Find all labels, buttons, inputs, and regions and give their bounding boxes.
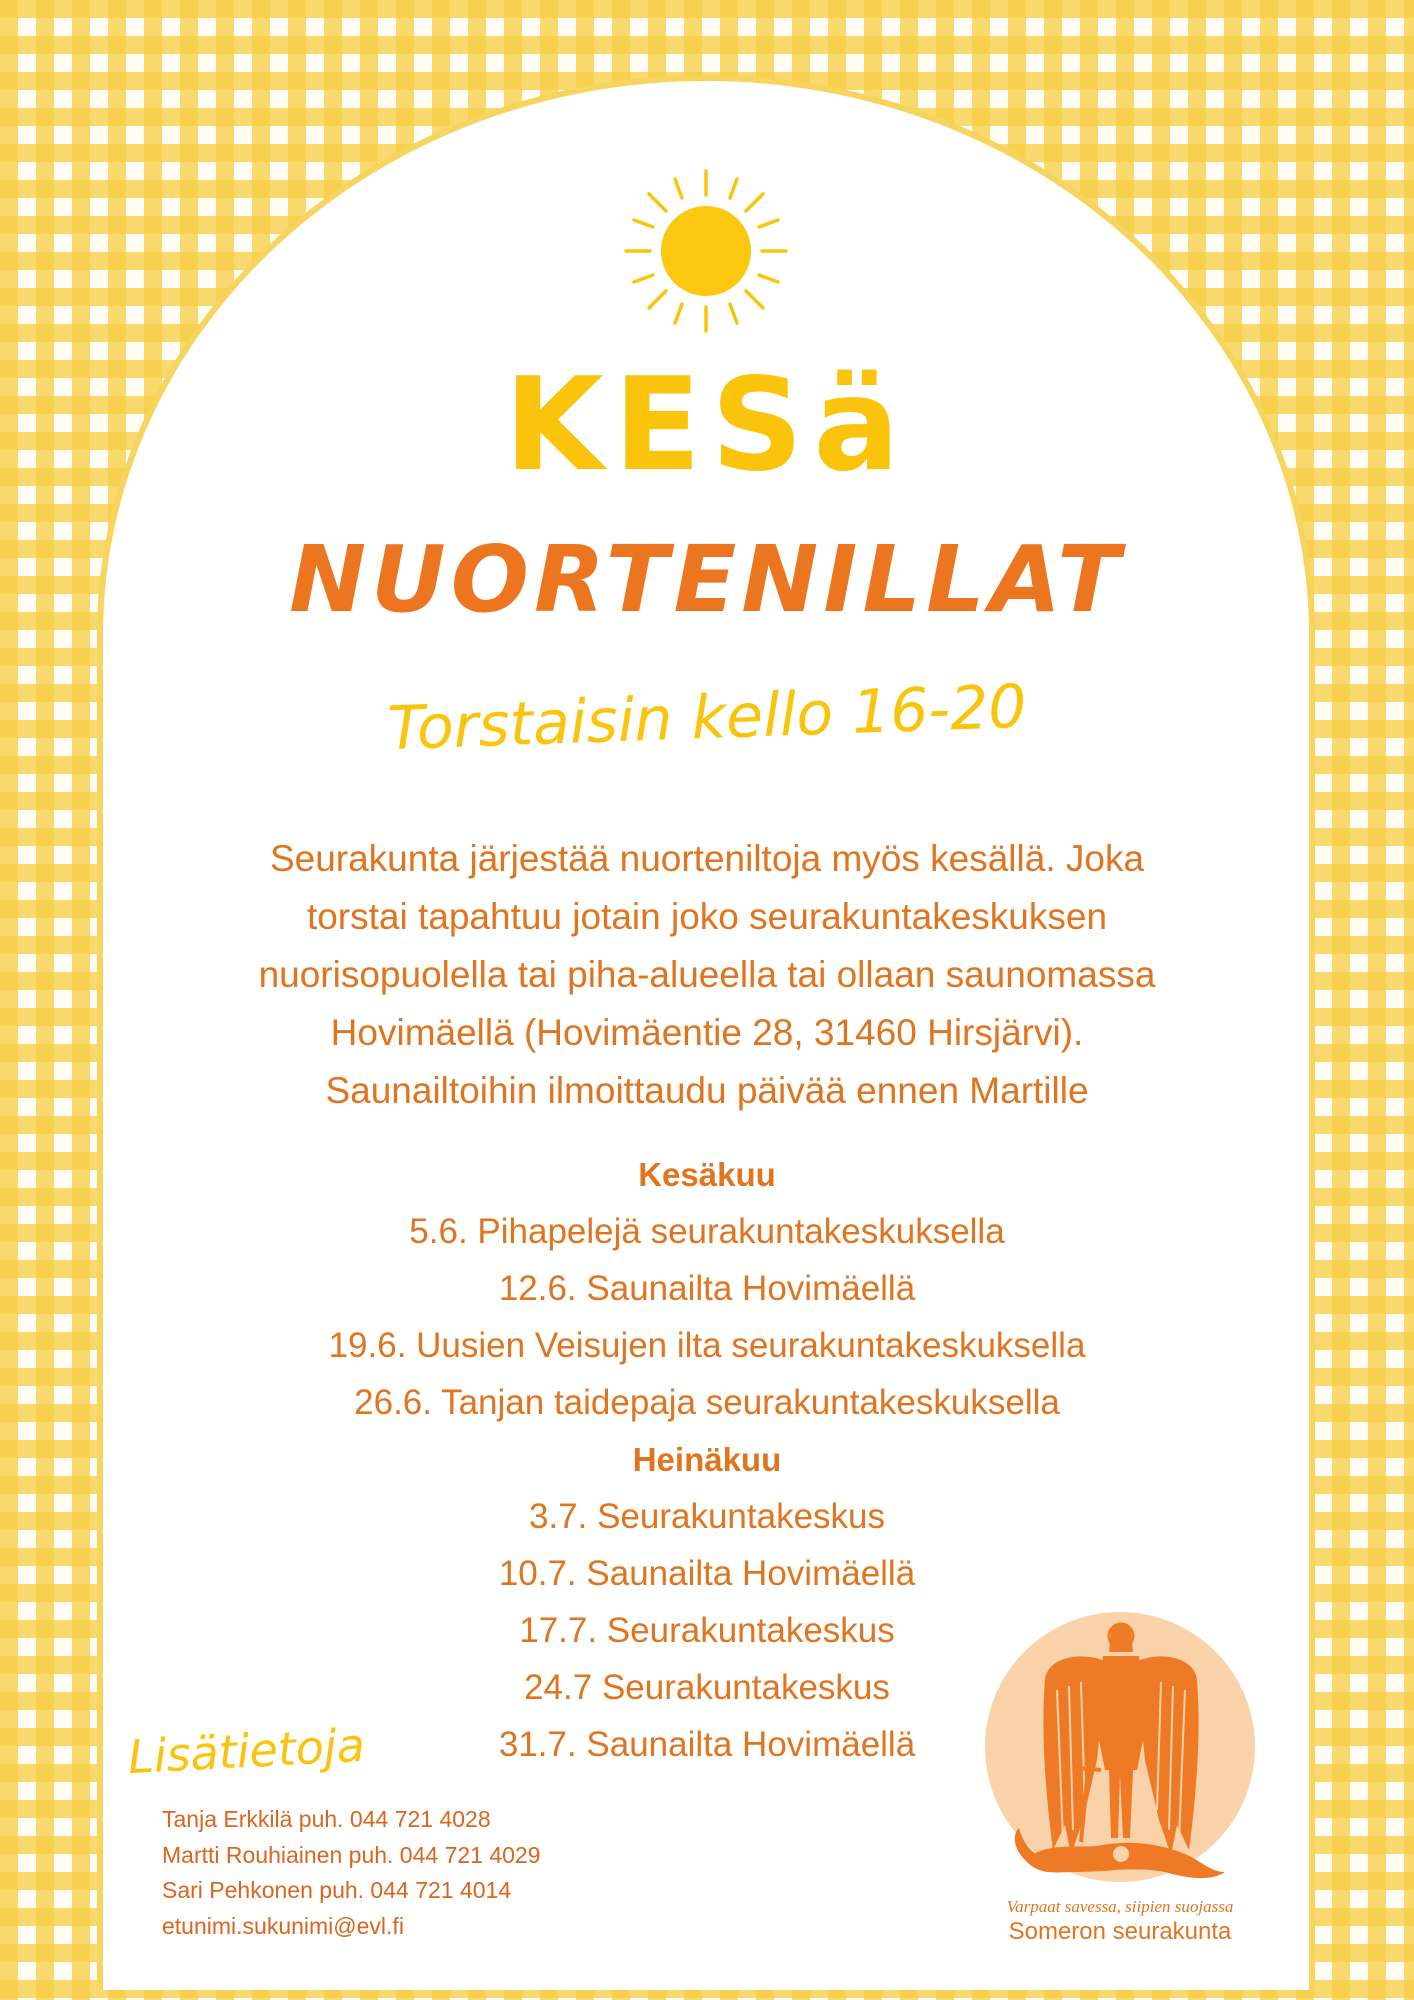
contact-item: Tanja Erkkilä puh. 044 721 4028	[162, 1806, 491, 1832]
intro-line: torstai tapahtuu jotain joko seurakuntakeskuksen	[306, 896, 1108, 937]
month-heading-june: Kesäkuu	[638, 1156, 776, 1193]
archangel-logo-icon	[985, 1610, 1255, 1900]
intro-line: Hovimäellä (Hovimäentie 28, 31460 Hirsjärvi).	[330, 1012, 1084, 1053]
event-item: 31.7. Saunailta Hovimäellä	[498, 1725, 916, 1764]
intro-line: Saunailtoihin ilmoittaudu päivää ennen Martille	[325, 1070, 1089, 1111]
contact-email: etunimi.sukunimi@evl.fi	[162, 1912, 404, 1939]
title-nuortenillat: NUORTENILLAT	[289, 526, 1125, 633]
contact-item: Martti Rouhiainen puh. 044 721 4029	[162, 1841, 541, 1868]
subtitle-schedule-time: Torstaisin kello 16-20	[386, 671, 1028, 765]
intro-line: Seurakunta järjestää nuorteniltoja myös kesällä. Joka	[269, 838, 1145, 879]
contact-list	[162, 1802, 541, 1944]
event-item: 17.7. Seurakuntakeskus	[519, 1611, 895, 1650]
event-item: 26.6. Tanjan taidepaja seurakuntakeskuksella	[354, 1383, 1060, 1422]
event-item: 12.6. Saunailta Hovimäellä	[498, 1269, 916, 1308]
event-item: 3.7. Seurakuntakeskus	[528, 1497, 886, 1536]
sun-icon	[620, 165, 792, 337]
contact-item: Sari Pehkonen puh. 044 721 4014	[162, 1877, 512, 1903]
event-item: 24.7 Seurakuntakeskus	[524, 1668, 890, 1707]
event-item: 10.7. Saunailta Hovimäellä	[498, 1554, 916, 1593]
event-item: 5.6. Pihapelejä seurakuntakeskuksella	[409, 1212, 1005, 1251]
parish-logo	[975, 1605, 1265, 1945]
more-info-heading: Lisätietoja	[126, 1717, 367, 1785]
parish-name: Someron seurakunta	[1008, 1918, 1232, 1945]
event-item: 19.6. Uusien Veisujen ilta seurakuntakeskuksella	[328, 1326, 1086, 1365]
title-kesa: KESä	[504, 351, 910, 500]
month-heading-july: Heinäkuu	[632, 1441, 782, 1478]
parish-motto: Varpaat savessa, siipien suojassa	[1006, 1897, 1234, 1916]
intro-line: nuorisopuolella tai piha-alueella tai ollaan saunomassa	[258, 954, 1156, 995]
intro-paragraph	[160, 830, 1254, 1120]
